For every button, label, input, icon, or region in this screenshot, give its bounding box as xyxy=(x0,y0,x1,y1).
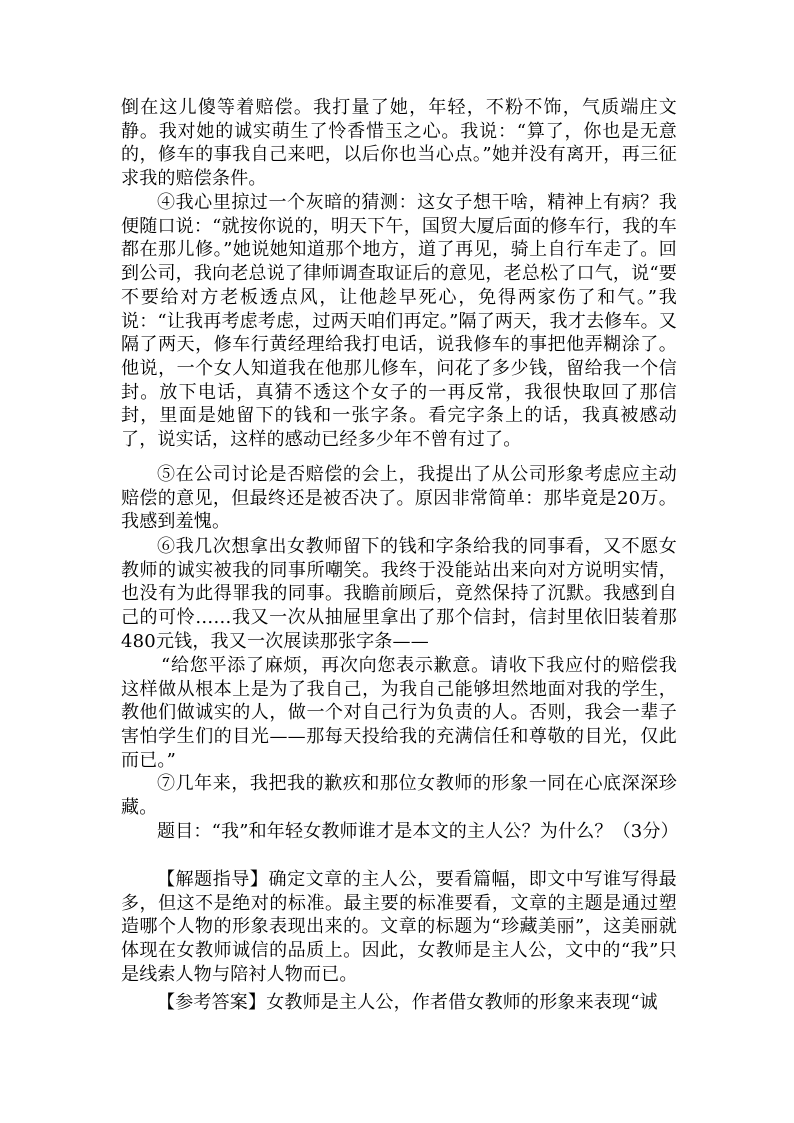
paragraph-4: ④我心里掠过一个灰暗的猜测：这女子想干啥，精神上有病？我便随口说：“就按你说的，明天下午，国贸大厦后面的修车行，我的车都在那儿修。”她说她知道那个地方，道了再见，骑上自行车走了。回到公司，我向老总说了律师调查取证后的意见，老总松了口气，说“要不要给对方老板透点风，让他趁早死心，免得两家伤了和气。”我说：“让我再考虑考虑，过两天咱们再定。”隔了两天，我才去修车。又隔了两天，修车行黄经理给我打电话，说我修车的事把他弄糊涂了。他说，一个女人知道我在他那儿修车，问花了多少钱，留给我一个信封。放下电话，真猜不透这个女子的一再反常，我很快取回了那信封，里面是她留下的钱和一张字条。看完字条上的话，我真被感动了，说实话，这样的感动已经多少年不曾有过了。 xyxy=(121,192,677,451)
question-title: 题目：“我”和年轻女教师谁才是本文的主人公？为什么？（3分） xyxy=(157,821,679,842)
paragraph-7: ⑦几年来，我把我的歉疚和那位女教师的形象一同在心底深深珍藏。 xyxy=(121,773,677,818)
note-quote: “给您平添了麻烦，再次向您表示歉意。请收下我应付的赔偿我这样做从根本上是为了我自己，为我自己能够坦然地面对我的学生，教他们做诚实的人，做一个对自己行为负责的人。否则，我会一辈子害怕学生们的目光——那每天投给我的充满信任和尊敬的目光，仅此而已。” xyxy=(121,655,677,771)
paragraph-6: ⑥我几次想拿出女教师留下的钱和字条给我的同事看，又不愿女教师的诚实被我的同事所嘲笑。我终于没能站出来向对方说明实情，也没有为此得罪我的同事。我瞻前顾后，竟然保持了沉默。我感到自己的可怜……我又一次从抽屉里拿出了那个信封，信封里依旧装着那480元钱，我又一次展读那张字条—— xyxy=(121,536,677,652)
reference-answer: 【参考答案】女教师是主人公，作者借女教师的形象来表现“诚 xyxy=(157,992,658,1013)
paragraph-5: ⑤在公司讨论是否赔偿的会上，我提出了从公司形象考虑应主动赔偿的意见，但最终还是被否决了。原因非常简单：那毕竟是20万。我感到羞愧。 xyxy=(121,464,677,533)
solution-guide: 【解题指导】确定文章的主人公，要看篇幅，即文中写谁写得最多，但这不是绝对的标准。最主要的标准要看，文章的主题是通过塑造哪个人物的形象表现出来的。文章的标题为“珍藏美丽”，这美丽就体现在女教师诚信的品质上。因此，女教师是主人公，文中的“我”只是线索人物与陪衬人物而已。 xyxy=(121,869,677,985)
paragraph-continuation: 倒在这儿傻等着赔偿。我打量了她，年轻，不粉不饰，气质端庄文静。我对她的诚实萌生了怜香惜玉之心。我说：“算了，你也是无意的，修车的事我自己来吧，以后你也当心点。”她并没有离开，再三征求我的赔偿条件。 xyxy=(121,97,677,190)
